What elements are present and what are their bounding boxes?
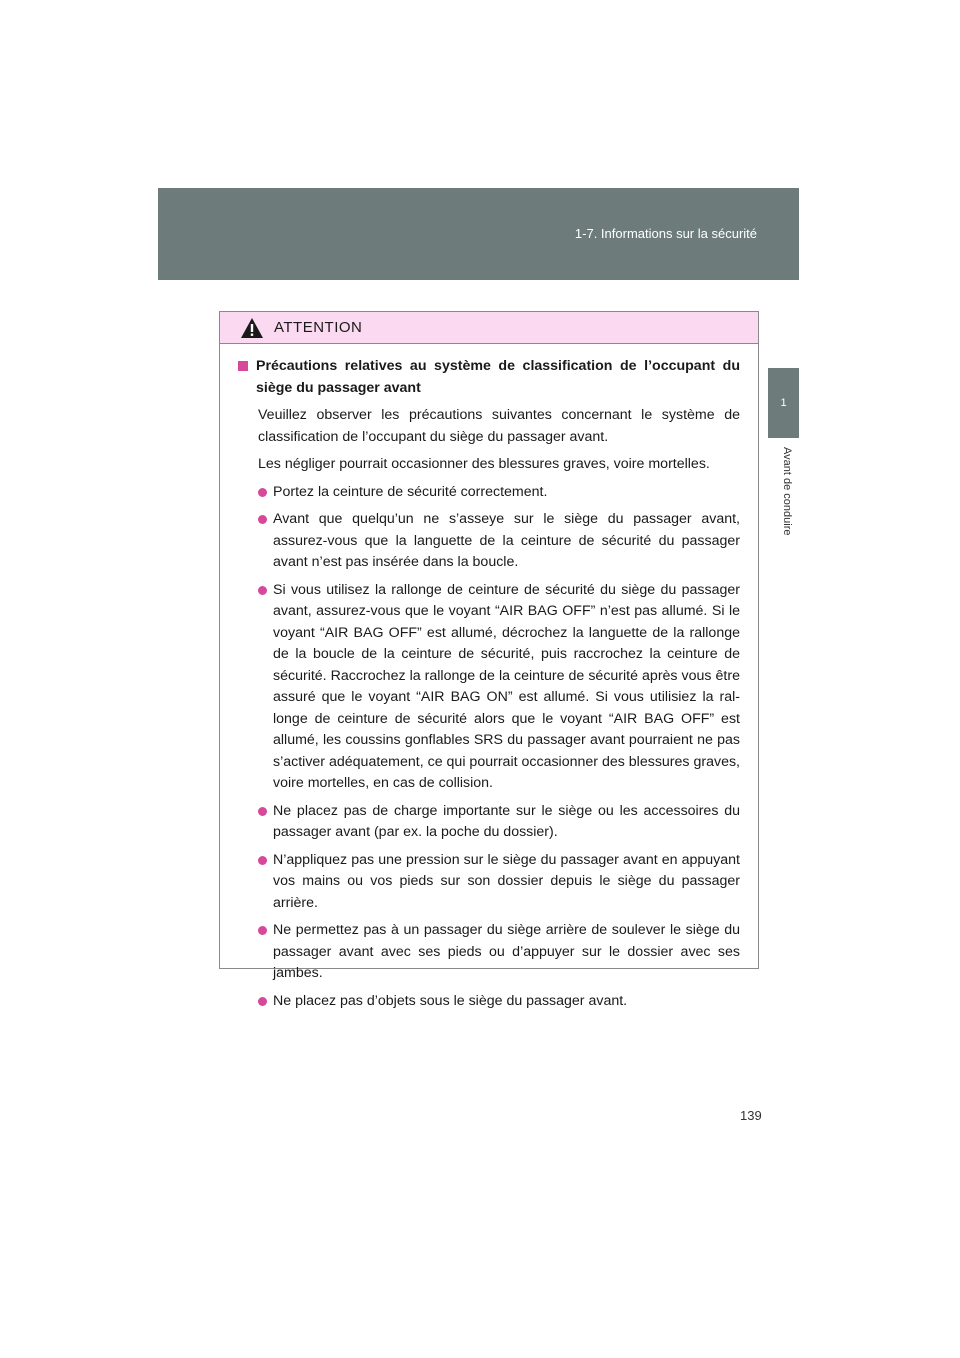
chapter-label: Avant de conduire (781, 447, 793, 536)
list-item-text: Portez la ceinture de sécurité correctement. (273, 483, 548, 500)
warning-title: ATTENTION (274, 319, 363, 336)
round-bullet-icon (258, 926, 267, 935)
list-item-text: Ne placez pas d’objets sous le siège du passager avant. (273, 992, 628, 1009)
round-bullet-icon (258, 586, 267, 595)
warning-body (220, 344, 758, 1012)
round-bullet-icon (258, 515, 267, 524)
section-title: 1-7. Informations sur la sécurité (574, 226, 757, 241)
list-item-text: Si vous utilisez la rallonge de ceinture de sécurité du siège du passager avant, assurez-vous que le voyant “AIR BAG OFF” n’est pas allumé. Si le voyant “AIR BAG OFF” est allumé, décrochez la languette de la rallonge de la boucle de la ceinture de sécurité, puis raccrochez la ceinture de sécurité. Raccrochez la rallonge de la ceinture de sécurité après vous être assuré que le voyant “AIR BAG ON” est allumé. Si vous utilisiez la ral-longe de ceinture de sécurité alors que le voyant “AIR BAG OFF” est allumé, les coussins gonflables SRS du passager avant pourraient ne pas s’activer adéquatement, ce qui pourrait occasionner des blessures graves, voire mortelles, en cas de collision. (273, 581, 740, 791)
round-bullet-icon (258, 807, 267, 816)
round-bullet-icon (258, 997, 267, 1006)
list-item-text: Ne permettez pas à un passager du siège arrière de soulever le siège du passager avant avec ses pieds ou d’appuyer sur le dossier avec ses jambes. (273, 922, 740, 981)
warning-heading-text: Précautions relatives au système de classification de l’occupant du siège du passager avant (256, 358, 740, 396)
round-bullet-icon (258, 856, 267, 865)
square-bullet-icon (238, 361, 248, 371)
list-item-text: Avant que quelqu’un ne s’asseye sur le siège du passager avant, assurez-vous que la languette de la ceinture de sécurité du passager avant n’est pas insérée dans la boucle. (273, 511, 740, 570)
list-item (258, 850, 740, 915)
list-item (258, 991, 740, 1013)
warning-triangle-icon (240, 317, 264, 339)
chapter-number: 1 (780, 397, 787, 409)
list-item (258, 482, 740, 504)
list-item (258, 920, 740, 985)
list-item-text: Ne placez pas de charge importante sur le siège ou les accessoires du passager avant (par ex. la poche du dossier). (273, 802, 740, 840)
warning-header (220, 312, 758, 344)
list-item-text: N’appliquez pas une pression sur le siège du passager avant en appuyant vos mains ou vos pieds sur son dossier depuis le siège du passager arrière. (273, 851, 740, 911)
warning-heading (238, 356, 740, 399)
warning-paragraph: Veuillez observer les précautions suivantes concernant le système de classification de l’occupant du siège du passager avant. (258, 407, 740, 445)
list-item (258, 801, 740, 844)
warning-paragraph: Les négliger pourrait occasionner des blessures graves, voire mortelles. (258, 456, 710, 472)
chapter-tab (768, 368, 799, 438)
section-header-band (158, 188, 799, 280)
list-item (258, 509, 740, 574)
warning-box (219, 311, 759, 1009)
round-bullet-icon (258, 488, 267, 497)
page-number: 139 (740, 1108, 762, 1123)
list-item (258, 580, 740, 795)
